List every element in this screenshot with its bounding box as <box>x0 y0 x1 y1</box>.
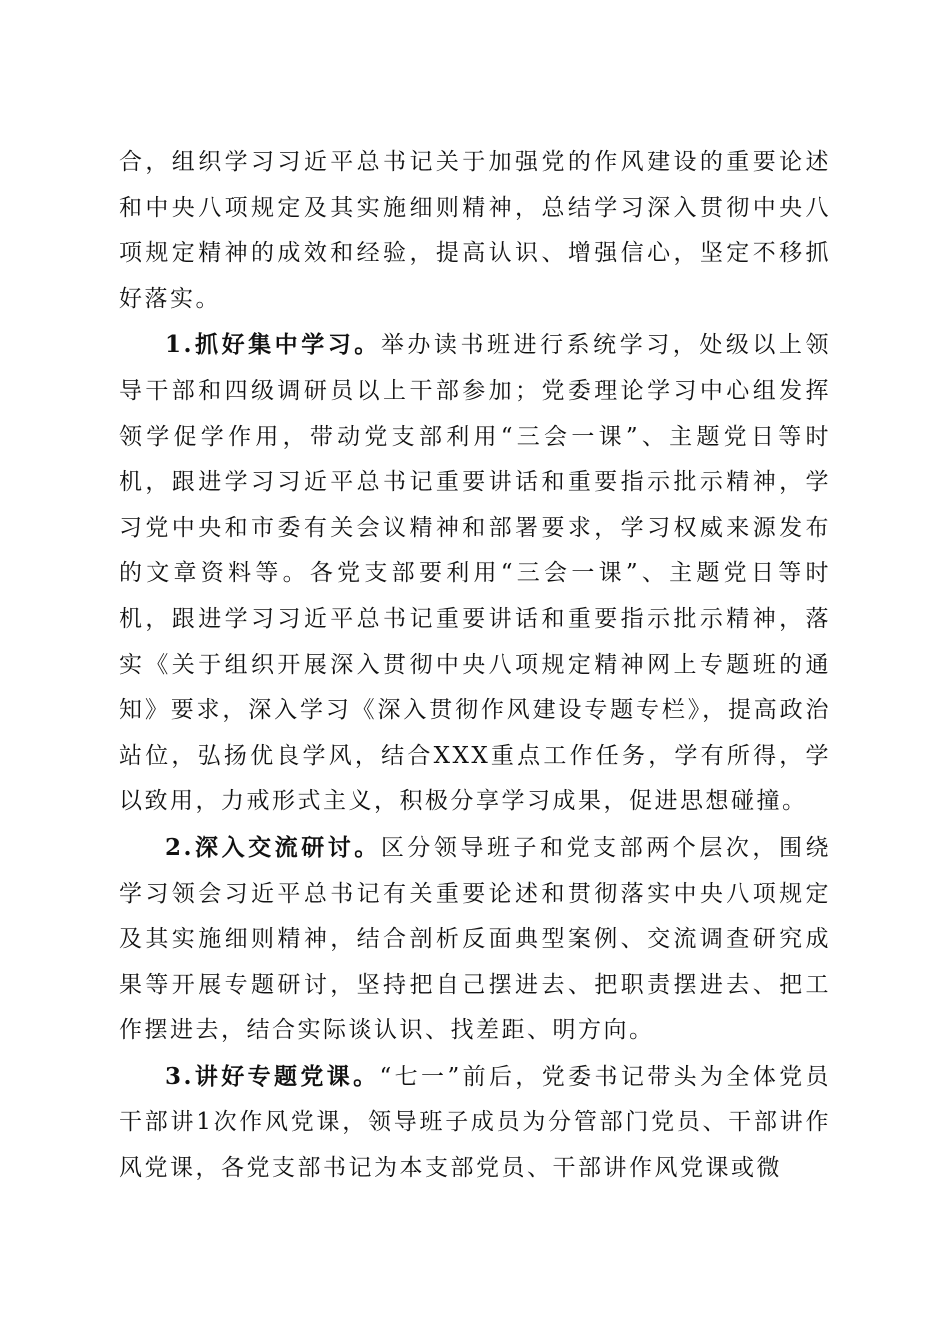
paragraph-discussion <box>119 825 831 1054</box>
paragraph-party-lecture <box>119 1054 831 1192</box>
section-heading-1: 1.抓好集中学习。 <box>165 331 381 359</box>
section-heading-3: 3.讲好专题党课。 <box>165 1062 380 1090</box>
paragraph-text: 举办读书班进行系统学习，处级以上领导干部和四级调研员以上干部参加；党委理论学习中心组发挥领学促学作用，带动党支部利用“三会一课”、主题党日等时机，跟进学习习近平总书记重要讲话和重要指示批示精神，学习党中央和市委有关会议精神和部署要求，学习权威来源发布的文章资料等。各党支部要利用“三会一课”、主题党日等时机，跟进学习习近平总书记重要讲话和重要指示批示精神，落实《关于组织开展深入贯彻中央八项规定精神网上专题班的通知》要求，深入学习《深入贯彻作风建设专题专栏》，提高政治站位，弘扬优良学风，结合XXX重点工作任务，学有所得，学以致用，力戒形式主义，积极分享学习成果，促进思想碰撞。 <box>119 332 831 815</box>
paragraph-intro-continuation <box>119 140 831 322</box>
paragraph-text: 区分领导班子和党支部两个层次，围绕学习领会习近平总书记有关重要论述和贯彻落实中央八项规定及其实施细则精神，结合剖析反面典型案例、交流调查研究成果等开展专题研讨，坚持把自己摆进去、把职责摆进去、把工作摆进去，结合实际谈认识、找差距、明方向。 <box>119 834 831 1044</box>
paragraph-focused-study <box>119 322 831 825</box>
section-heading-2: 2.深入交流研讨。 <box>165 833 381 861</box>
paragraph-text: “七一”前后，党委书记带头为全体党员干部讲1次作风党课，领导班子成员为分管部门党员、干部讲作风党课，各党支部书记为本支部党员、干部讲作风党课或微 <box>119 1063 831 1182</box>
document-body <box>119 140 831 1192</box>
paragraph-text: 合，组织学习习近平总书记关于加强党的作风建设的重要论述和中央八项规定及其实施细则精神，总结学习深入贯彻中央八项规定精神的成效和经验，提高认识、增强信心，坚定不移抓好落实。 <box>119 149 831 312</box>
